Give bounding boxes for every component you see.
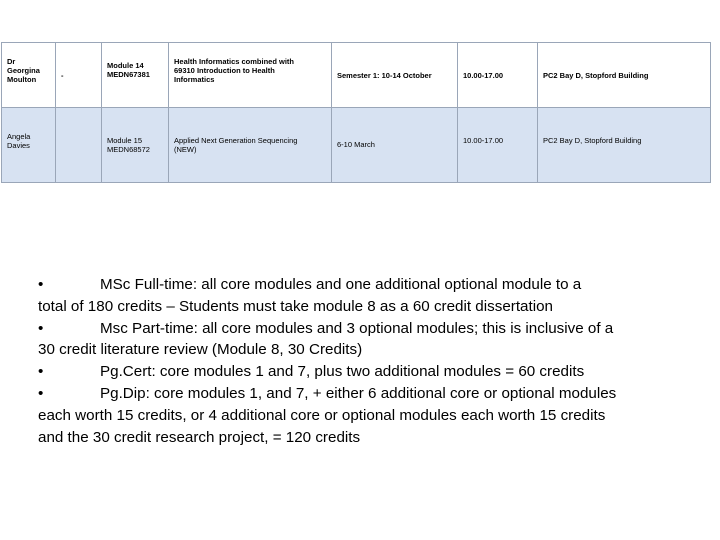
dash-text: - (61, 71, 64, 80)
module-title-cell (169, 43, 332, 108)
bullet-icon: • (38, 276, 44, 293)
requirement-continuation: each worth 15 credits, or 4 additional core or optional modules each worth 15 credits (38, 406, 606, 424)
time-cell (458, 43, 538, 108)
bullet-icon: • (38, 384, 44, 402)
semester-cell (332, 43, 458, 108)
location-cell (538, 108, 711, 183)
time-cell (458, 108, 538, 183)
semester-text: 6-10 March (337, 140, 375, 149)
tutor-name-line: Georgina (7, 66, 40, 75)
table-row (2, 108, 711, 183)
programme-requirements (38, 274, 678, 448)
requirement-item (38, 274, 678, 318)
requirement-continuation: and the 30 credit research project, = 120 credits (38, 428, 361, 446)
location-text: PC2 Bay D, Stopford Building (543, 71, 649, 80)
table-row (2, 43, 711, 108)
bullet-icon: • (38, 319, 44, 337)
requirement-lead: Pg.Cert: core modules 1 and 7, plus two additional modules = 60 credits (100, 363, 585, 381)
requirement-continuation: 30 credit literature review (Module 8, 30 Credits) (38, 341, 363, 359)
module-title-line: (NEW) (174, 145, 197, 154)
tutor-name-line: Moulton (7, 75, 37, 84)
requirement-lead: MSc Full-time: all core modules and one additional optional module to a (100, 276, 582, 293)
module-title-line: 69310 Introduction to Health (174, 66, 275, 75)
time-text: 10.00-17.00 (463, 71, 504, 80)
tutor-name-line: Angela (7, 132, 31, 141)
module-code: MEDN67381 (107, 70, 150, 79)
location-text: PC2 Bay D, Stopford Building (543, 136, 642, 145)
time-text: 10.00-17.00 (463, 136, 504, 145)
location-cell (538, 43, 711, 108)
requirement-continuation: total of 180 credits – Students must take module 8 as a 60 credit dissertation (38, 297, 553, 315)
semester-text: Semester 1: 10-14 October (337, 71, 432, 80)
requirement-lead: Pg.Dip: core modules 1, and 7, + either 6 additional core or optional modules (100, 384, 617, 402)
tutor-name-line: Dr (7, 57, 16, 66)
module-title-cell (169, 108, 332, 183)
requirement-item (38, 318, 678, 362)
module-cell (102, 43, 169, 108)
dash-cell (56, 108, 102, 183)
requirement-item (38, 383, 678, 448)
tutor-cell (2, 108, 56, 183)
module-number: Module 14 (107, 61, 144, 70)
module-title-line: Informatics (174, 75, 215, 84)
bullet-icon: • (38, 363, 44, 381)
requirement-lead: Msc Part-time: all core modules and 3 optional modules; this is inclusive of a (100, 319, 614, 337)
requirement-item (38, 361, 678, 383)
dash-cell (56, 43, 102, 108)
module-title-line: Health Informatics combined with (174, 57, 295, 66)
timetable (1, 42, 711, 183)
module-title-line: Applied Next Generation Sequencing (174, 136, 298, 145)
tutor-cell (2, 43, 56, 108)
module-cell (102, 108, 169, 183)
tutor-name-line: Davies (7, 141, 30, 150)
module-number: Module 15 (107, 136, 143, 145)
semester-cell (332, 108, 458, 183)
module-code: MEDN68572 (107, 145, 150, 154)
